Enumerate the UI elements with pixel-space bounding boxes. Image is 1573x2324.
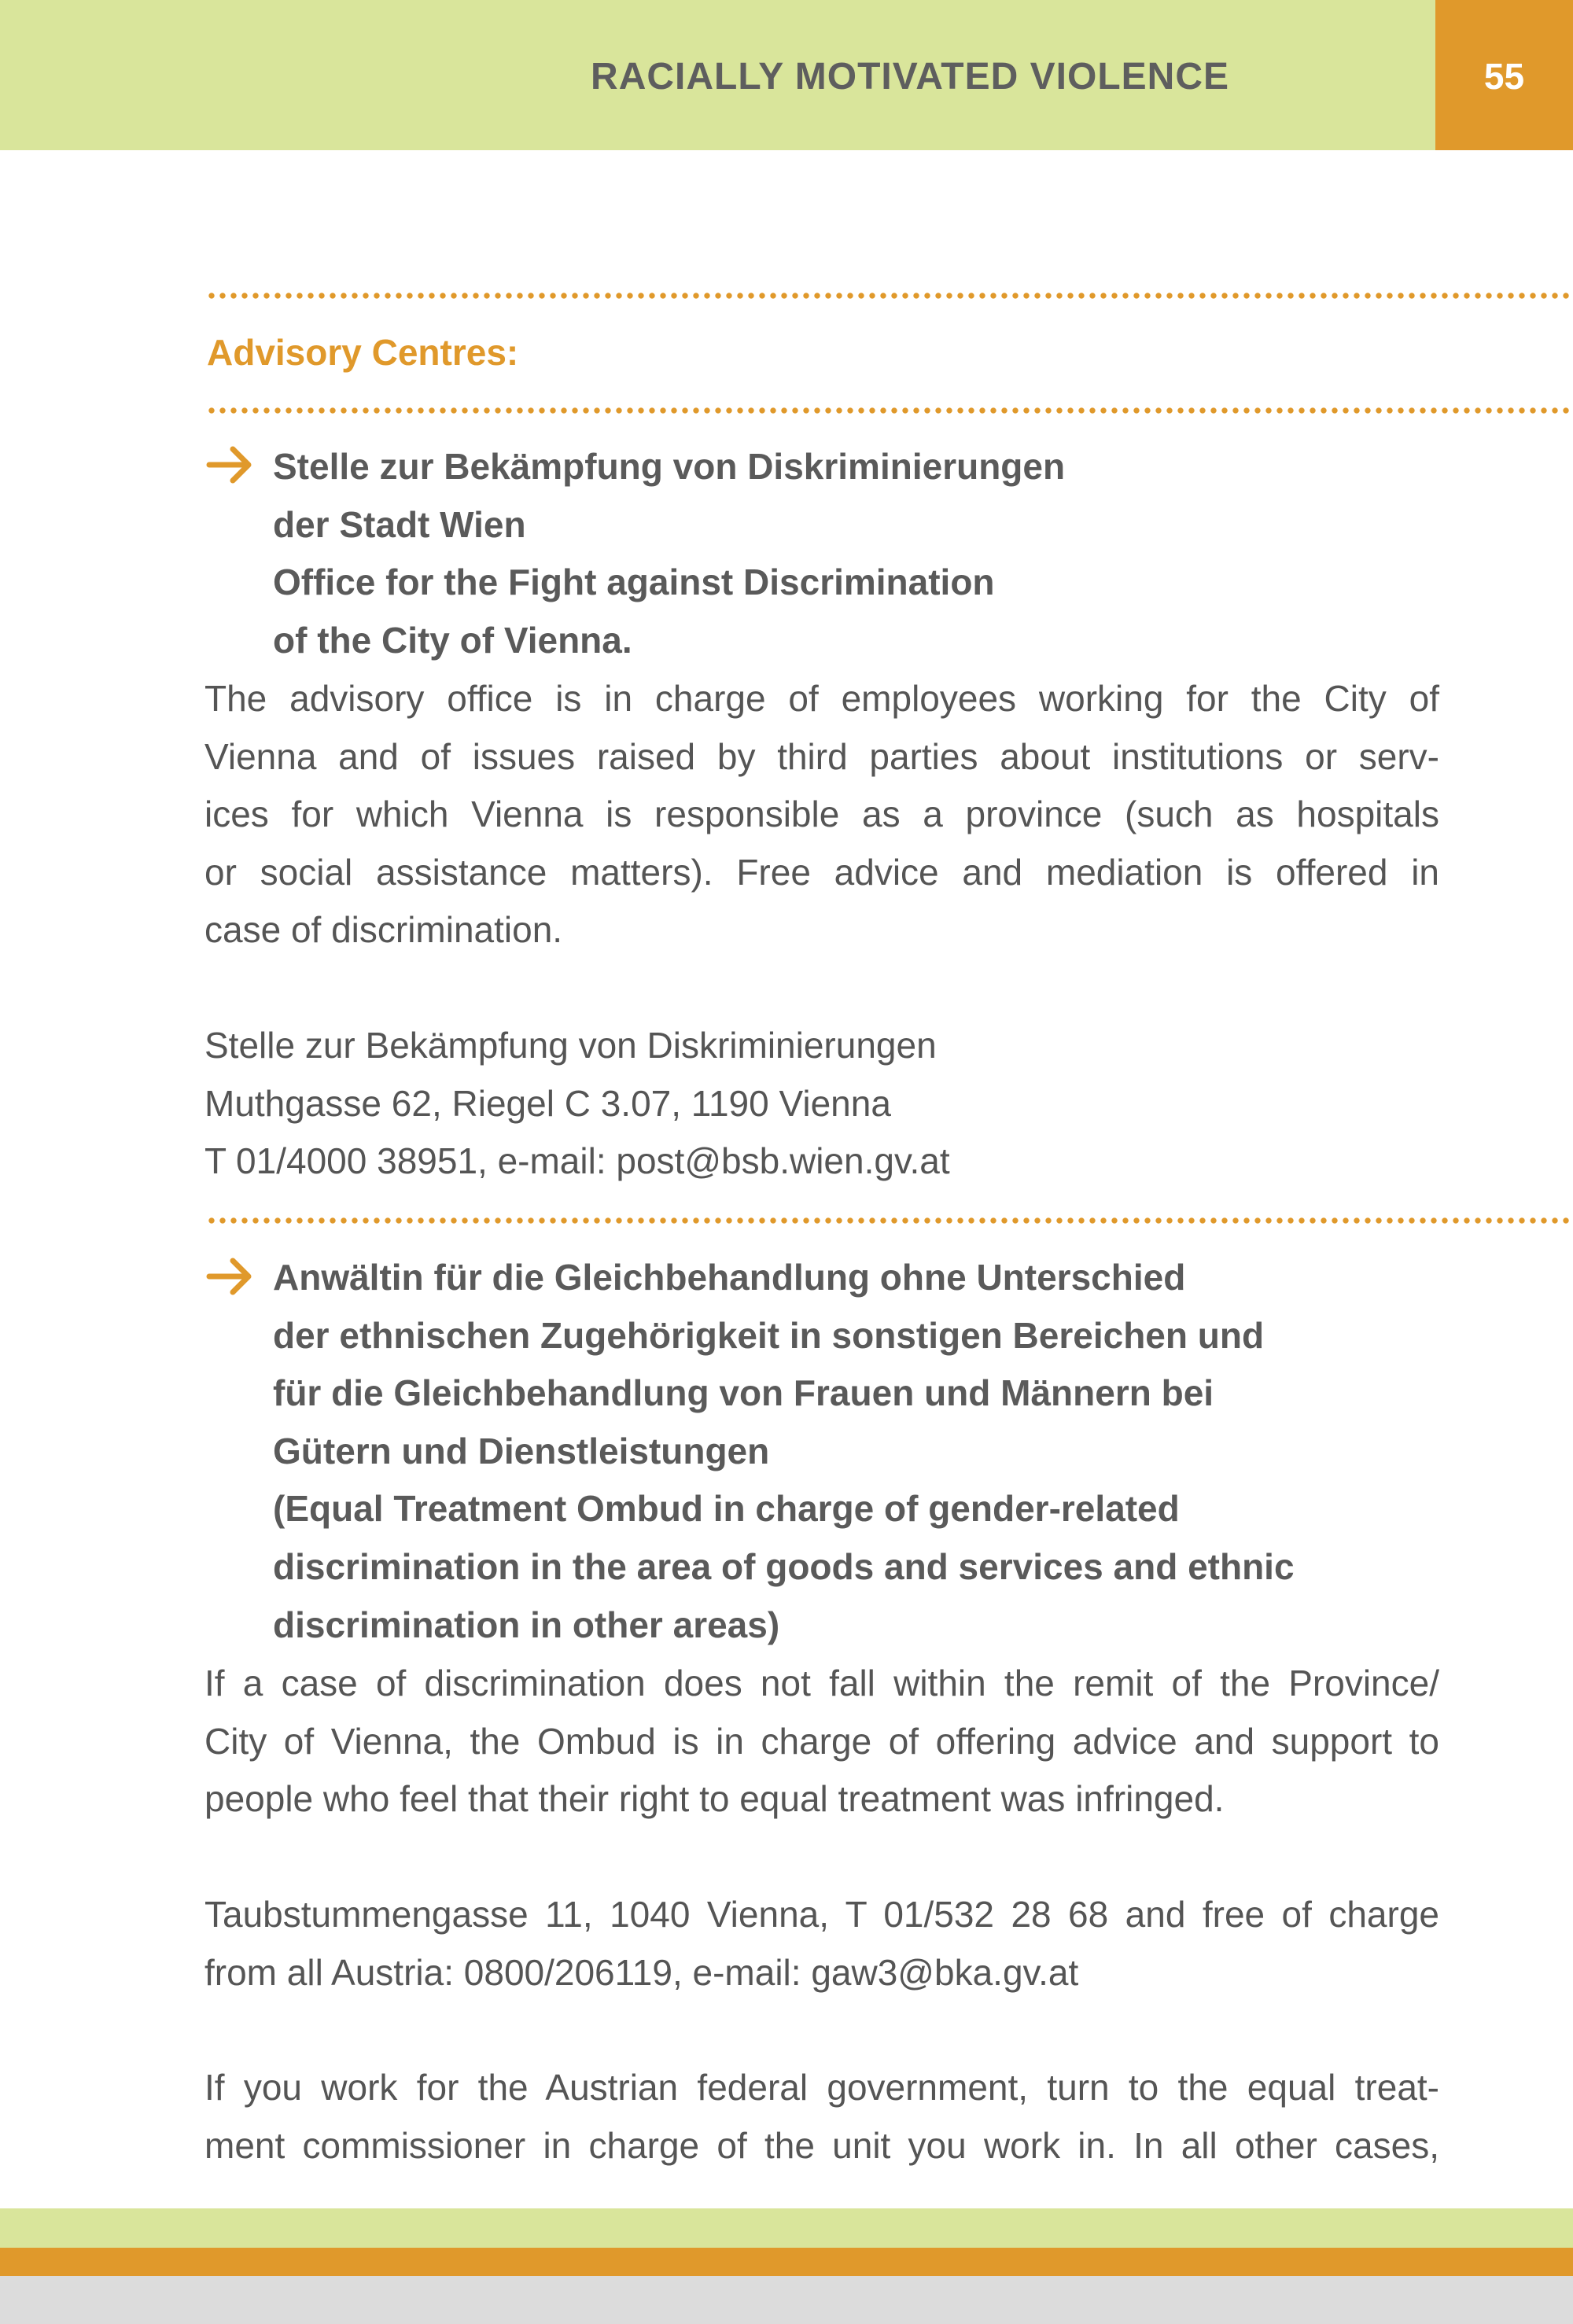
address-line: Muthgasse 62, Riegel C 3.07, 1190 Vienna xyxy=(204,1082,891,1124)
entry-title-line: (Equal Treatment Ombud in charge of gender-related xyxy=(273,1488,1180,1530)
entry-description-ombud xyxy=(204,1655,1439,1829)
running-header-title: RACIALLY MOTIVATED VIOLENCE xyxy=(591,56,1229,98)
footer-band-orange xyxy=(0,2248,1573,2276)
entry-title-line: Gütern und Dienstleistungen xyxy=(273,1430,770,1471)
entry-title-line: Office for the Fight against Discrimination xyxy=(273,562,995,603)
paragraph-line: or social assistance matters). Free advice and mediation is offered in xyxy=(204,851,1439,893)
paragraph-line: people who feel that their right to equal treatment was infringed. xyxy=(204,1778,1225,1820)
paragraph-line: The advisory office is in charge of employees working for the City of xyxy=(204,678,1439,719)
page-number: 55 xyxy=(1483,56,1525,97)
dotted-divider-top xyxy=(206,293,1573,299)
entry-title-equal-treatment-ombud xyxy=(273,1249,1531,1654)
page-number-box xyxy=(1435,0,1573,150)
entry-description-office xyxy=(204,670,1439,959)
paragraph-line: case of discrimination. xyxy=(204,909,563,951)
entry-title-line: of the City of Vienna. xyxy=(273,619,632,661)
footer-band-grey xyxy=(0,2276,1573,2324)
address-line: Stelle zur Bekämpfung von Diskriminierungen xyxy=(204,1025,937,1066)
contact-line: Taubstummengasse 11, 1040 Vienna, T 01/532 28 68 and free of charge xyxy=(204,1894,1439,1935)
arrow-right-icon xyxy=(206,445,255,484)
entry-contact-ombud xyxy=(204,1886,1439,2002)
entry-title-line: discrimination in other areas) xyxy=(273,1604,780,1645)
contact-line: from all Austria: 0800/206119, e-mail: gaw3@bka.gv.at xyxy=(204,1951,1079,1993)
entry-title-line: discrimination in the area of goods and services and ethnic xyxy=(273,1545,1295,1587)
header-band xyxy=(0,0,1435,150)
dotted-divider-middle xyxy=(206,1217,1573,1224)
entry-address-office xyxy=(204,1017,1439,1191)
paragraph-line: ment commissioner in charge of the unit you work in. In all other cases, xyxy=(204,2124,1439,2166)
paragraph-line: ices for which Vienna is responsible as a province (such as hospitals xyxy=(204,794,1439,835)
paragraph-line: Vienna and of issues raised by third parties about institutions or serv- xyxy=(204,735,1439,777)
paragraph-line: If a case of discrimination does not fall within the remit of the Province/ xyxy=(204,1663,1439,1703)
paragraph-line: City of Vienna, the Ombud is in charge of offering advice and support to xyxy=(204,1720,1439,1762)
entry-title-line: der ethnischen Zugehörigkeit in sonstigen Bereichen und xyxy=(273,1314,1265,1356)
entry-federal-note xyxy=(204,2059,1439,2175)
arrow-right-icon xyxy=(206,1257,255,1296)
dotted-divider-heading xyxy=(206,407,1573,414)
entry-title-line: der Stadt Wien xyxy=(273,503,526,545)
address-line: T 01/4000 38951, e-mail: post@bsb.wien.gv.at xyxy=(204,1140,950,1182)
entry-title-office-discrimination xyxy=(273,438,1531,669)
entry-title-line: für die Gleichbehandlung von Frauen und Männern bei xyxy=(273,1372,1214,1414)
paragraph-line: If you work for the Austrian federal government, turn to the equal treat- xyxy=(204,2067,1439,2108)
entry-title-line: Stelle zur Bekämpfung von Diskriminierungen xyxy=(273,446,1066,487)
entry-title-line: Anwältin für die Gleichbehandlung ohne Unterschied xyxy=(273,1257,1186,1298)
footer-band-green xyxy=(0,2208,1573,2248)
section-heading: Advisory Centres: xyxy=(207,332,519,373)
